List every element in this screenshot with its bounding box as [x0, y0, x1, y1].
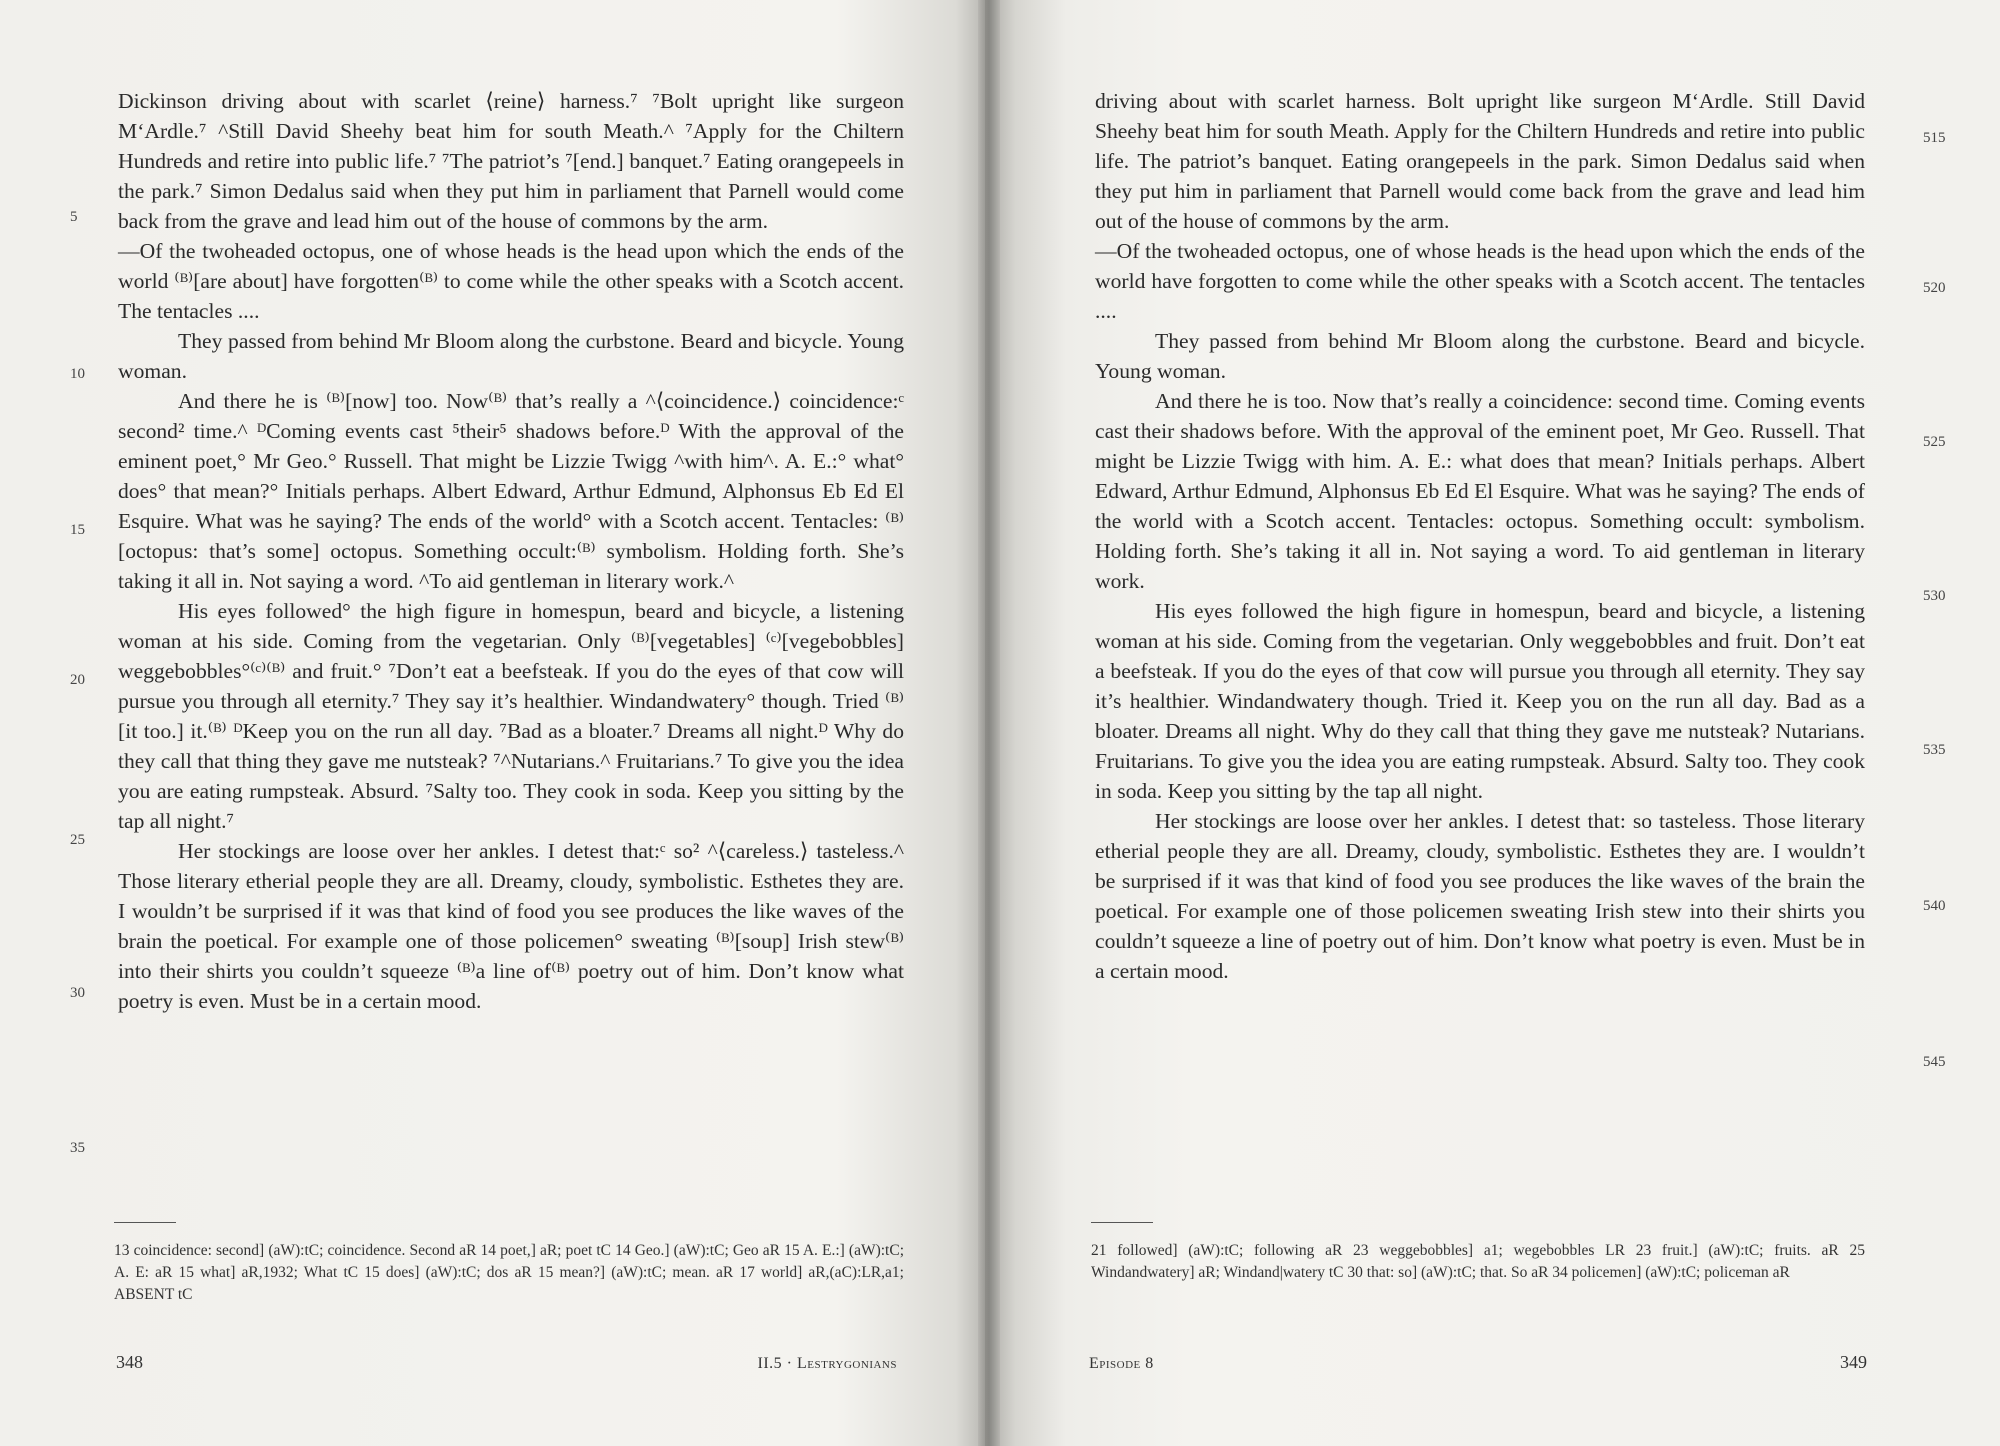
left-paragraph-2: —Of the twoheaded octopus, one of whose heads is the head upon which the ends of the world ⁽ᴮ⁾[are about] have forgotten⁽ᴮ⁾ to come while the other speaks with a Scotch accent. The tentacles ....	[118, 239, 904, 323]
left-paragraph-1: Dickinson driving about with scarlet ⟨reine⟩ harness.⁷ ⁷Bolt upright like surgeon M‘Ardle.⁷ ^Still David Sheehy beat him for south Meath.^ ⁷Apply for the Chiltern Hundreds and retire into public life.⁷ ⁷The patriot’s ⁷[end.] banquet.⁷ Eating orangepeels in the park.⁷ Simon Dedalus said when they put him in parliament that Parnell would come back from the grave and lead him out of the house of commons by the arm.	[118, 89, 904, 233]
left-line-number: 10	[70, 366, 85, 382]
left-page	[0, 0, 985, 1446]
left-line-number: 20	[70, 672, 85, 688]
left-page-number: 348	[116, 1352, 143, 1372]
right-line-number: 540	[1923, 898, 1946, 914]
right-line-number: 520	[1923, 280, 1946, 296]
left-paragraph-3: They passed from behind Mr Bloom along the curbstone. Beard and bicycle. Young woman.	[118, 329, 904, 383]
left-paragraph-5: His eyes followed° the high figure in homespun, beard and bicycle, a listening woman at his side. Coming from the vegetarian. Only ⁽ᴮ⁾[vegetables] ⁽ᶜ⁾[vegebobbles] weggebobbles°⁽ᶜ⁾⁽ᴮ⁾ and fruit.° ⁷Don’t eat a beefsteak. If you do the eyes of that cow will pursue you through all eternity.⁷ They say it’s healthier. Windandwatery° though. Tried ⁽ᴮ⁾[it too.] it.⁽ᴮ⁾ ᴰKeep you on the run all day. ⁷Bad as a bloater.⁷ Dreams all night.ᴰ Why do they call that thing they gave me nutsteak? ⁷^Nutarians.^ Fruitarians.⁷ To give you the idea you are eating rumpsteak. Absurd. ⁷Salty too. They cook in soda. Keep you sitting by the tap all night.⁷	[118, 599, 904, 833]
left-paragraph-4: And there he is ⁽ᴮ⁾[now] too. Now⁽ᴮ⁾ that’s really a ^⟨coincidence.⟩ coincidence:ᶜ second² time.^ ᴰComing events cast ⁵their⁵ shadows before.ᴰ With the approval of the eminent poet,° Mr Geo.° Russell. That might be Lizzie Twigg ^with him^. A. E.:° what° does° that mean?° Initials perhaps. Albert Edward, Arthur Edmund, Alphonsus Eb Ed El Esquire. What was he saying? The ends of the world° with a Scotch accent. Tentacles: ⁽ᴮ⁾[octopus: that’s some] octopus. Something occult:⁽ᴮ⁾ symbolism. Holding forth. She’s taking it all in. Not saying a word. ^To aid gentleman in literary work.^	[118, 389, 904, 593]
left-running-head: II.5 · Lestrygonians	[757, 1355, 897, 1372]
book-gutter	[978, 0, 1000, 1446]
right-footnotes: 21 followed] (aW):tC; following aR 23 weggebobbles] a1; wegebobbles LR 23 fruit.] (aW):tC; fruits. aR 25 Windandwatery] aR; Windand|watery tC 30 that: so] (aW):tC; that. So aR 34 policemen] (aW):tC; policeman aR	[1091, 1242, 1865, 1281]
left-paragraph-6: Her stockings are loose over her ankles. I detest that:ᶜ so² ^⟨careless.⟩ tasteless.^ Those literary etherial people they are all. Dreamy, cloudy, symbolistic. Esthetes they are. I wouldn’t be surprised if it was that kind of food you see produces the like waves of the brain the poetical. For example one of those policemen° sweating ⁽ᴮ⁾[soup] Irish stew⁽ᴮ⁾ into their shirts you couldn’t squeeze ⁽ᴮ⁾a line of⁽ᴮ⁾ poetry out of him. Don’t know what poetry is even. Must be in a certain mood.	[118, 839, 904, 1013]
right-line-number: 530	[1923, 588, 1946, 604]
right-paragraph-4: And there he is too. Now that’s really a coincidence: second time. Coming events cast their shadows before. With the approval of the eminent poet, Mr Geo. Russell. That might be Lizzie Twigg with him. A. E.: what does that mean? Initials perhaps. Albert Edward, Arthur Edmund, Alphonsus Eb Ed El Esquire. What was he saying? The ends of the world with a Scotch accent. Tentacles: octopus. Something occult: symbolism. Holding forth. She’s taking it all in. Not saying a word. To aid gentleman in literary work.	[1095, 389, 1865, 593]
footnote-rule	[114, 1222, 176, 1223]
left-footnotes: 13 coincidence: second] (aW):tC; coincidence. Second aR 14 poet,] aR; poet tC 14 Geo.] (aW):tC; Geo aR 15 A. E.:] (aW):tC; A. E: aR 15 what] aR,1932; What tC 15 does] (aW):tC; dos aR 15 mean?] (aW):tC; mean. aR 17 world] aR,(aC):LR,a1; ABSENT tC	[114, 1242, 904, 1303]
left-line-number: 35	[70, 1140, 85, 1156]
right-paragraph-1: driving about with scarlet harness. Bolt upright like surgeon M‘Ardle. Still David Sheehy beat him for south Meath. Apply for the Chiltern Hundreds and retire into public life. The patriot’s banquet. Eating orangepeels in the park. Simon Dedalus said when they put him in parliament that Parnell would come back from the grave and lead him out of the house of commons by the arm.	[1095, 89, 1865, 233]
left-body-text	[118, 86, 904, 1016]
right-paragraph-6: Her stockings are loose over her ankles. I detest that: so tasteless. Those literary etherial people they are all. Dreamy, cloudy, symbolistic. Esthetes they are. I wouldn’t be surprised if it was that kind of food you see produces the like waves of the brain the poetical. For example one of those policemen sweating Irish stew into their shirts you couldn’t squeeze a line of poetry out of him. Don’t know what poetry is even. Must be in a certain mood.	[1095, 809, 1865, 983]
left-line-number: 25	[70, 832, 85, 848]
right-page	[985, 0, 2000, 1446]
right-line-number: 545	[1923, 1054, 1946, 1070]
left-line-number: 30	[70, 985, 85, 1001]
right-paragraph-5: His eyes followed the high figure in homespun, beard and bicycle, a listening woman at his side. Coming from the vegetarian. Only weggebobbles and fruit. Don’t eat a beefsteak. If you do the eyes of that cow will pursue you through all eternity. They say it’s healthier. Windandwatery though. Tried it. Keep you on the run all day. Bad as a bloater. Dreams all night. Why do they call that thing they gave me nutsteak? Nutarians. Fruitarians. To give you the idea you are eating rumpsteak. Absurd. Salty too. They cook in soda. Keep you sitting by the tap all night.	[1095, 599, 1865, 803]
right-page-number: 349	[1840, 1352, 1867, 1372]
left-line-number: 15	[70, 522, 85, 538]
left-line-number: 5	[70, 209, 78, 225]
right-line-number: 525	[1923, 434, 1946, 450]
right-paragraph-3: They passed from behind Mr Bloom along the curbstone. Beard and bicycle. Young woman.	[1095, 329, 1865, 383]
right-body-text	[1095, 86, 1865, 986]
right-line-number: 535	[1923, 742, 1946, 758]
right-running-head: Episode 8	[1089, 1355, 1154, 1372]
right-line-number: 515	[1923, 130, 1946, 146]
right-paragraph-2: —Of the twoheaded octopus, one of whose heads is the head upon which the ends of the world have forgotten to come while the other speaks with a Scotch accent. The tentacles ....	[1095, 239, 1865, 323]
footnote-rule	[1091, 1222, 1153, 1223]
